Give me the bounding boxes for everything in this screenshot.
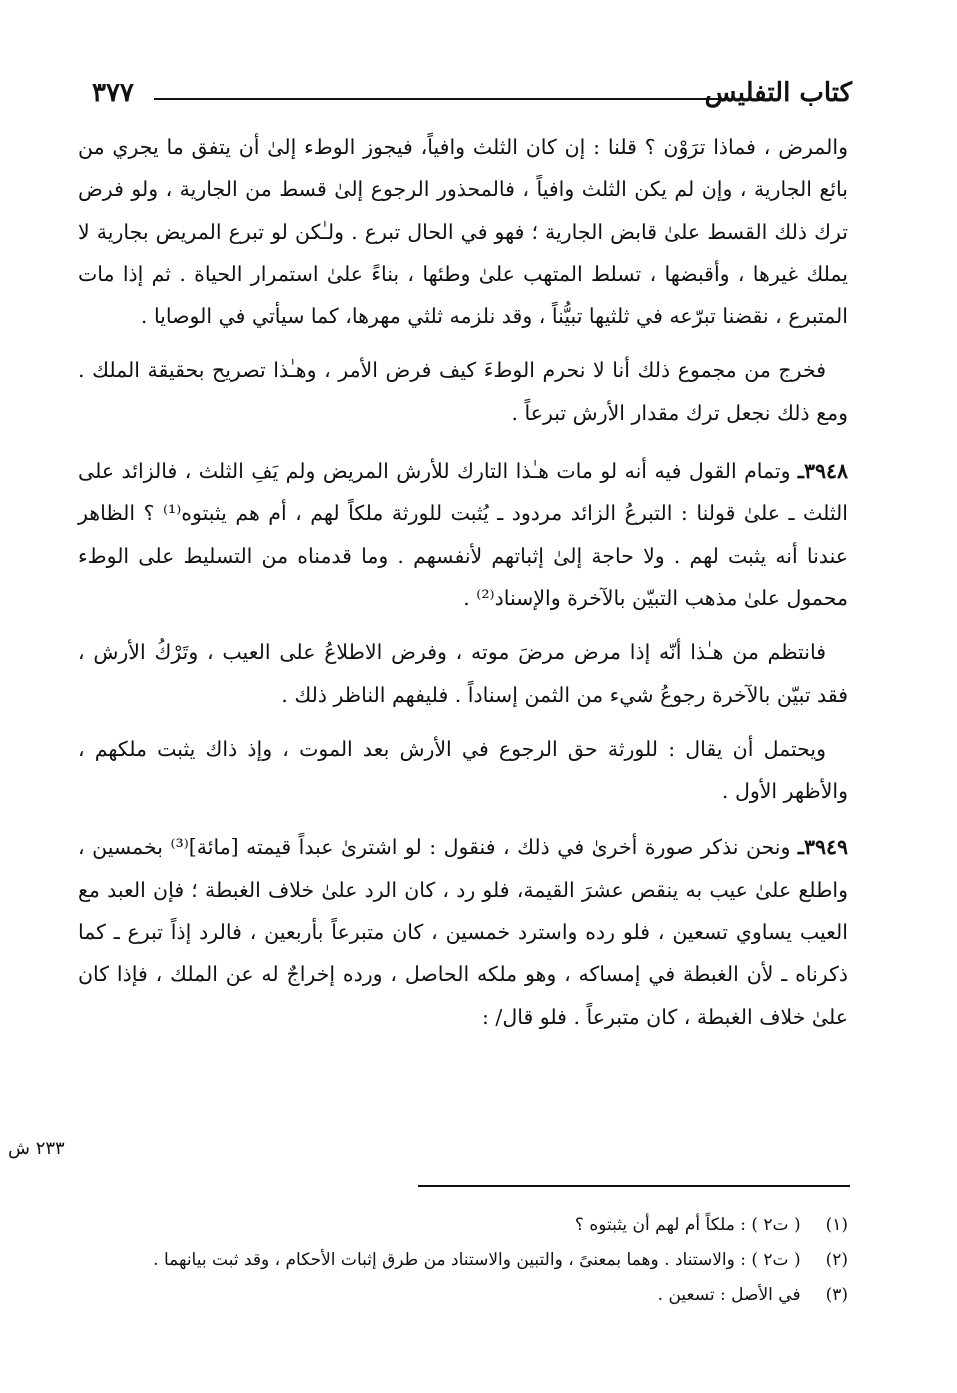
manuscript-page-ref: ٢٣٣ ش bbox=[8, 1138, 65, 1159]
issue-text: وتمام القول فيه أنه لو مات هـٰذا التارك للأرش المريض ولم يَفِ الثلث ، فالزائد على الثلث ـ علىٰ قولنا : التبرعُ الزائد مردود ـ يُثبت للورثة ملكاً لهم ، أم هم يثبتوه⁽¹⁾ ؟ الظاهر عندنا أنه يثبت لهم . ولا حاجة إلىٰ إثباتهم لأنفسهم . وما قدمناه من التسليط على الوطء محمول علىٰ مذهب التبيّن بالآخرة والإسناد⁽²⁾ . bbox=[78, 459, 848, 610]
footnote bbox=[78, 1208, 848, 1243]
issue-number: ٣٩٤٨ـ bbox=[797, 459, 848, 484]
footnotes bbox=[78, 1208, 848, 1313]
issue-3948 bbox=[78, 450, 848, 619]
paragraph-1: والمرض ، فماذا ترَوْن ؟ قلنا : إن كان الثلث وافياً، فيجوز الوطء إلىٰ أن يتفق ما يجري من بائع الجارية ، وإن لم يكن الثلث وافياً ، فالمحذور الرجوع إلىٰ قسط من الجارية ، ولو فرض ترك ذلك القسط علىٰ قابض الجارية ؛ فهو في الحال تبرع . ولـٰكن لو تبرع المريض بجارية لا يملك غيرها ، وأقبضها ، تسلط المتهب علىٰ وطئها ، بناءً علىٰ استمرار الحياة . ثم إذا مات المتبرع ، نقضنا تبرّعه في ثلثيها تبيُّناً ، وقد نلزمه ثلثي مهرها، كما سيأتي في الوصايا . bbox=[78, 135, 848, 329]
book-title: كتاب التفليس bbox=[704, 78, 852, 108]
paragraph-4: فانتظم من هـٰذا أنّه إذا مرض مرضَ موته ، وفرض الاطلاعُ على العيب ، وتَرْكُ الأرش ، فقد تبيّن بالآخرة رجوعُ شيء من الثمن إسناداً . فليفهم الناظر ذلك . bbox=[78, 640, 848, 707]
header-rule bbox=[154, 98, 724, 100]
footnote-rule bbox=[418, 1185, 850, 1187]
footnote-number: (٢) bbox=[825, 1250, 848, 1270]
footnote-text: ( ت٢ ) : ملكاً أم لهم أن يثبتوه ؟ bbox=[574, 1215, 801, 1235]
footnote-text: في الأصل : تسعين . bbox=[657, 1285, 801, 1305]
footnote bbox=[78, 1243, 848, 1278]
paragraph-5: ويحتمل أن يقال : للورثة حق الرجوع في الأرش بعد الموت ، وإذ ذاك يثبت ملكهم ، والأظهر الأول . bbox=[78, 736, 848, 804]
footnote-number: (٣) bbox=[825, 1285, 848, 1305]
issue-text: ونحن نذكر صورة أخرىٰ في ذلك ، فنقول : لو اشترىٰ عبداً قيمته [مائة]⁽³⁾ بخمسين ، واطلع علىٰ عيب به ينقص عشرَ القيمة، فلو رد ، كان الرد علىٰ خلاف الغبطة ؛ فإن العبد مع العيب يساوي تسعين ، فلو رده واسترد خمسين ، كان متبرعاً بأربعين ، فالرد إذاً تبرع ـ كما ذكرناه ـ لأن الغبطة في إمساكه ، وهو ملكه الحاصل ، ورده إخراجٌ له عن الملك ، فإذا كان علىٰ خلاف الغبطة ، كان متبرعاً . فلو قال/ : bbox=[78, 835, 848, 1029]
paragraph-2: فخرج من مجموع ذلك أنا لا نحرم الوطءَ كيف فرض الأمر ، وهـٰذا تصريح بحقيقة الملك . ومع ذلك نجعل ترك مقدار الأرش تبرعاً . bbox=[78, 358, 848, 425]
footnote-text: ( ت٢ ) : والاستناد . وهما بمعنىً ، والتبين والاستناد من طرق إثبات الأحكام ، وقد ثبت بيانهما . bbox=[153, 1250, 801, 1270]
issue-3949 bbox=[78, 826, 848, 1037]
issue-number: ٣٩٤٩ـ bbox=[797, 835, 848, 860]
main-text bbox=[78, 126, 848, 1038]
page-number: ٣٧٧ bbox=[92, 78, 134, 108]
footnote-number: (١) bbox=[825, 1215, 848, 1235]
footnote bbox=[78, 1278, 848, 1313]
page-header bbox=[92, 78, 852, 114]
